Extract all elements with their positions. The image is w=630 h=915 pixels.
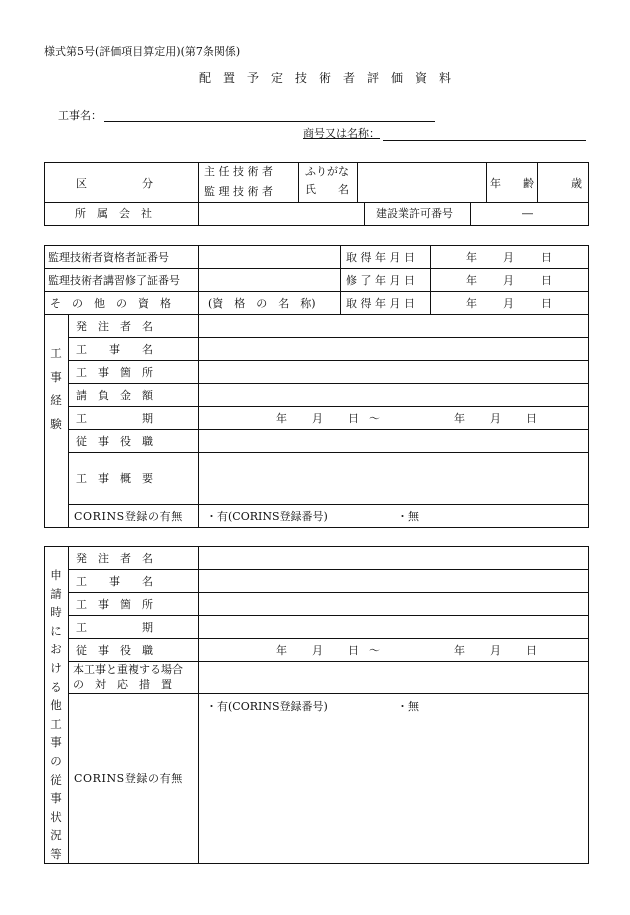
other-period-tilde: ～ [369,644,380,657]
date-year: 年 [466,274,477,287]
position-label: 従 事 役 職 [76,435,153,448]
other-period-start-day: 日 [348,644,359,657]
lecture-cert-label: 監理技術者講習修了証番号 [48,274,180,287]
other-qualification-label: そ の 他 の 資 格 [50,297,171,310]
permit-number-value: ― [522,207,533,220]
period-end-day: 日 [526,412,537,425]
company-label: 商号又は名称： [303,127,380,140]
other-corins-label: CORINS登録の有無 [74,772,183,785]
contract-amount-label: 請 負 金 額 [76,389,153,402]
name-label: 氏 名 [305,183,349,196]
age-label: 年 齢 [490,177,534,190]
company-name-input-line[interactable] [383,140,586,141]
period-label: 工 期 [76,412,153,425]
document-title: 配 置 予 定 技 術 者 評 価 資 料 [199,71,452,85]
permit-number-label: 建設業許可番号 [376,207,453,220]
period-start-year: 年 [276,412,287,425]
category-header: 区 分 [76,177,153,190]
corins-no-option[interactable]: ・無 [397,510,419,523]
other-project-name-label: 工 事 名 [76,575,153,588]
overview-label: 工 事 概 要 [76,472,153,485]
cert-number-label: 監理技術者資格者証番号 [48,251,169,264]
furigana-label: ふりがな [305,165,349,178]
other-period-end-year: 年 [454,644,465,657]
other-location-label: 工 事 箇 所 [76,598,153,611]
other-period-end-day: 日 [526,644,537,657]
qualification-name-label: (資 格 の 名 称) [208,297,316,310]
period-end-month: 月 [490,412,501,425]
project-name-row-label: 工 事 名 [76,343,153,356]
corins-label: CORINS登録の有無 [74,510,183,523]
date-day: 日 [541,251,552,264]
other-period-start-month: 月 [312,644,323,657]
date-year: 年 [466,251,477,264]
period-tilde: ～ [369,412,380,425]
work-experience-vertical-label: 工 事 経 験 [50,346,62,431]
date-day: 日 [541,274,552,287]
other-client-label: 発 注 者 名 [76,552,153,565]
completed-date-label: 修 了 年 月 日 [346,274,415,287]
other-corins-no-option[interactable]: ・無 [397,700,419,713]
date-month: 月 [503,297,514,310]
period-end-year: 年 [454,412,465,425]
date-month: 月 [503,274,514,287]
chief-engineer-label: 主 任 技 術 者 [204,165,273,178]
location-label: 工 事 箇 所 [76,366,153,379]
other-period-start-year: 年 [276,644,287,657]
period-start-day: 日 [348,412,359,425]
age-unit: 歳 [571,177,582,190]
acquired-date-label: 取 得 年 月 日 [346,251,415,264]
overlap-measure-label-1: 本工事と重複する場合 [73,663,183,676]
date-year: 年 [466,297,477,310]
period-start-month: 月 [312,412,323,425]
acquired-date-label: 取 得 年 月 日 [346,297,415,310]
overlap-measure-label-2: の 対 応 措 置 [73,678,172,691]
date-day: 日 [541,297,552,310]
other-work-vertical-label: 申 請 時 に お け る 他 工 事 の 従 事 状 況 等 [50,568,62,861]
supervising-engineer-label: 監 理 技 術 者 [204,185,273,198]
other-period-label: 工 期 [76,621,153,634]
project-name-input-line[interactable] [104,121,435,122]
corins-yes-option[interactable]: ・有(CORINS登録番号) [206,510,328,523]
other-position-label: 従 事 役 職 [76,644,153,657]
other-corins-yes-option[interactable]: ・有(CORINS登録番号) [206,700,328,713]
form-label: 様式第5号(評価項目算定用)(第7条関係) [44,45,241,58]
qualification-experience-table [44,245,589,528]
project-name-label: 工事名： [58,109,102,122]
other-period-end-month: 月 [490,644,501,657]
client-label: 発 注 者 名 [76,320,153,333]
affiliation-label: 所 属 会 社 [75,207,152,220]
date-month: 月 [503,251,514,264]
